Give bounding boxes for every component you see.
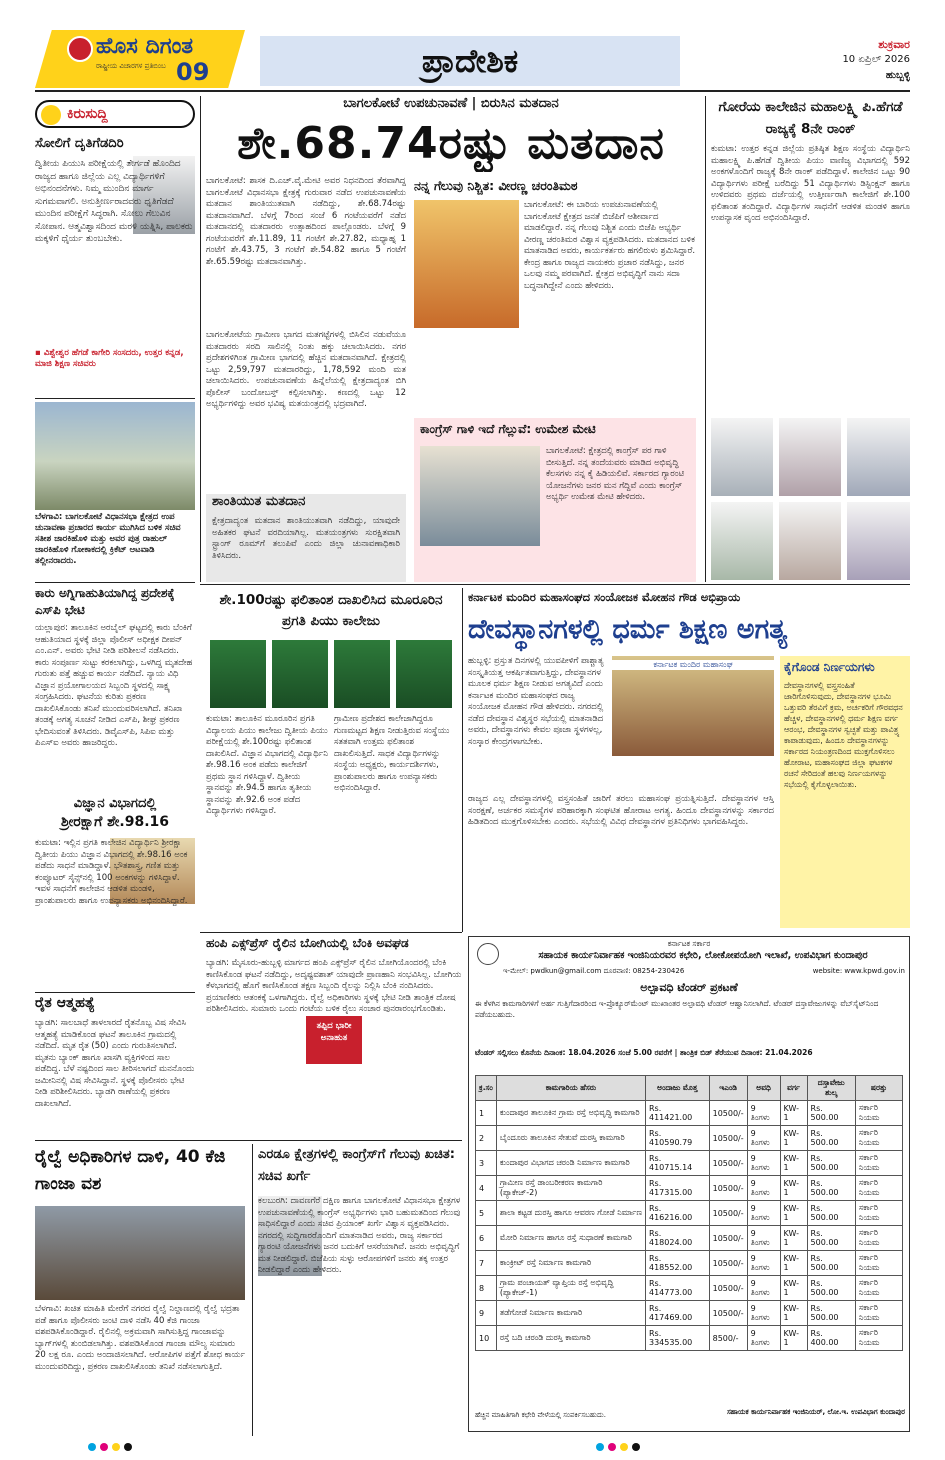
tender-col-header: ಷರತ್ತು [855,1076,902,1101]
tender-cell-fee: Rs. 500.00 [807,1226,855,1251]
issue-date: 10 ಏಪ್ರಿಲ್ 2026 [842,54,910,65]
railway-body: ಬೆಳಗಾವಿ: ಖಚಿತ ಮಾಹಿತಿ ಮೇರೆಗೆ ನಗರದ ರೈಲ್ವೆ ನಿಲ್ದಾಣದಲ್ಲಿ ರೈಲ್ವೆ ಭದ್ರತಾ ಪಡೆ ಹಾಗೂ ಪೊಲೀಸರು ಜಂಟಿ ದಾಳಿ ನಡೆಸಿ 40 ಕೆಜಿ ಗಾಂಜಾ ವಶಪಡಿಸಿಕೊಂಡಿದ್ದಾರೆ. ರೈಲಿನಲ್ಲಿ ಅಕ್ರಮವಾಗಿ ಸಾಗಿಸುತ್ತಿದ್ದ ಗಾಂಜಾವನ್ನು ಬ್ಯಾಗ್‌ಗಳಲ್ಲಿ ತುಂಬಿಡಲಾಗಿತ್ತು. ವಶಪಡಿಸಿಕೊಂಡ ಗಾಂಜಾ ಮೌಲ್ಯ ಸುಮಾರು 20 ಲಕ್ಷ ರೂ. ಎಂದು ಅಂದಾಜಿಸಲಾಗಿದೆ. ಆರೋಪಿಗಳ ಪತ್ತೆಗೆ ಶೋಧ ಕಾರ್ಯ ಮುಂದುವರಿದಿದ್ದು, ಪ್ರಕರಣ ದಾಖಲಿಸಿಕೊಂಡು ತನಿಖೆ ನಡೆಸಲಾಗುತ್ತಿದೆ. [35,1304,245,1372]
tender-cell-no: 6 [476,1226,497,1251]
student-photo-6 [847,502,910,580]
tender-col-header: ಅಂದಾಜು ಮೊತ್ತ [646,1076,710,1101]
tender-cell-work: ಬೈಂದೂರು ತಾಲೂಕಿನ ಸೇತುವೆ ದುರಸ್ತಿ ಕಾಮಗಾರಿ [496,1126,645,1151]
tender-intro: ಈ ಕೆಳಗಿನ ಕಾಮಗಾರಿಗಳಿಗೆ ಅರ್ಹ ಗುತ್ತಿಗೆದಾರರಿಂದ ಇ-ಪ್ರೊಕ್ಯೂರ್‌ಮೆಂಟ್ ಮುಖಾಂತರ ಅಲ್ಪಾವಧಿ ಟೆಂಡರ್ ಆಹ್ವಾನಿಸಲಾಗಿದೆ. ಟೆಂಡರ್ ದಸ್ತಾವೇಜುಗಳನ್ನು ವೆಬ್‌ಸೈಟ್‌ನಿಂದ ಪಡೆಯಬಹುದು. [475,999,879,1019]
tender-col-header: ಕಾಮಗಾರಿಯ ಹೆಸರು [496,1076,645,1101]
tender-cell-amount: Rs. 417469.00 [646,1301,710,1326]
college-rank-headline: ಗೋರೆಯ ಕಾಲೇಜಿನ ಮಹಾಲಕ್ಷ್ಮಿ ಪಿ.ಹೆಗಡೆ ರಾಜ್ಯಕ್ಕೆ 8ನೇ ರಾಂಕ್ [718,99,903,137]
student-photo-2 [779,418,841,496]
paper-logo-icon [67,36,93,62]
tender-cell-amount: Rs. 417315.00 [646,1176,710,1201]
sp-visit-body: ಯಲ್ಲಾಪುರ: ತಾಲೂಕಿನ ಅರಬೈಲ್ ಘಟ್ಟದಲ್ಲಿ ಕಾರು ಬೆಂಕಿಗೆ ಆಹುತಿಯಾದ ಸ್ಥಳಕ್ಕೆ ಜಿಲ್ಲಾ ಪೊಲೀಸ್ ಅಧೀಕ್ಷಕ ದೀಪನ್ ಎಂ.ಎನ್. ಅವರು ಭೇಟಿ ನೀಡಿ ಪರಿಶೀಲನೆ ನಡೆಸಿದರು. ಕಾರು ಸಂಪೂರ್ಣ ಸುಟ್ಟು ಕರಕಲಾಗಿದ್ದು, ಒಳಗಿದ್ದ ಮೃತದೇಹ ಗುರುತು ಪತ್ತೆ ಹಚ್ಚುವ ಕಾರ್ಯ ನಡೆದಿದೆ. ನ್ಯಾಯ ವಿಧಿ ವಿಜ್ಞಾನ ಪ್ರಯೋಗಾಲಯದ ಸಿಬ್ಬಂದಿ ಸ್ಥಳದಲ್ಲಿ ಸಾಕ್ಷ್ಯ ಸಂಗ್ರಹಿಸಿದರು. ಘಟನೆಯ ಕುರಿತು ಪ್ರಕರಣ ದಾಖಲಿಸಿಕೊಂಡು ತನಿಖೆ ಮುಂದುವರಿಸಲಾಗಿದೆ. ತನಿಖಾ ತಂಡಕ್ಕೆ ಅಗತ್ಯ ಸೂಚನೆ ನೀಡಿದ ಎಸ್‌ಪಿ, ಶೀಘ್ರ ಪ್ರಕರಣ ಭೇದಿಸುವಂತೆ ತಿಳಿಸಿದರು. ಡಿವೈಎಸ್‌ಪಿ, ಸಿಪಿಐ ಮತ್ತು ಪಿಎಸ್‌ಐ ಅವರು ಹಾಜರಿದ್ದರು. [35,623,193,748]
tender-cell-amount: Rs. 416216.00 [646,1201,710,1226]
tender-govt: ಕರ್ನಾಟಕ ಸರ್ಕಾರ [667,939,711,948]
reg-dot-cyan [88,1443,96,1451]
tender-cell-class: KW-1 [780,1326,807,1351]
tender-cell-fee: Rs. 500.00 [807,1101,855,1126]
tender-cell-cond: ಸರ್ಕಾರಿ ನಿಯಮ [855,1101,902,1126]
tender-cell-class: KW-1 [780,1176,807,1201]
tender-cell-no: 2 [476,1126,497,1151]
veeranna-body: ಬಾಗಲಕೋಟೆ: ಈ ಬಾರಿಯ ಉಪಚುನಾವಣೆಯಲ್ಲಿ ಬಾಗಲಕೋಟೆ ಕ್ಷೇತ್ರದ ಜನತೆ ಬಿಜೆಪಿಗೆ ಆಶೀರ್ವಾದ ಮಾಡಲಿದ್ದಾರೆ. ನನ್ನ ಗೆಲುವು ನಿಶ್ಚಿತ ಎಂದು ಬಿಜೆಪಿ ಅಭ್ಯರ್ಥಿ ವೀರಣ್ಣ ಚರಂತಿಮಠ ವಿಶ್ವಾಸ ವ್ಯಕ್ತಪಡಿಸಿದರು. ಮತದಾನದ ಬಳಿಕ ಮಾತನಾಡಿದ ಅವರು, ಕಾರ್ಯಕರ್ತರು ಹಗಲಿರುಳು ಶ್ರಮಿಸಿದ್ದಾರೆ. ಕೇಂದ್ರ ಹಾಗೂ ರಾಜ್ಯದ ನಾಯಕರು ಪ್ರಚಾರ ನಡೆಸಿದ್ದು, ಜನರ ಒಲವು ನಮ್ಮ ಪರವಾಗಿದೆ. ಕ್ಷೇತ್ರದ ಅಭಿವೃದ್ಧಿಗೆ ನಾನು ಸದಾ ಬದ್ಧನಾಗಿದ್ದೇನೆ ಎಂದು ಹೇಳಿದರು. [524,200,696,291]
masthead-divider [35,90,910,92]
hampi-body: ಬ್ಯಾಡಗಿ: ಮೈಸೂರು-ಹುಬ್ಬಳ್ಳಿ ಮಾರ್ಗದ ಹಂಪಿ ಎಕ್ಸ್‌ಪ್ರೆಸ್ ರೈಲಿನ ಬೋಗಿಯೊಂದರಲ್ಲಿ ಬೆಂಕಿ ಕಾಣಿಸಿಕೊಂಡ ಘಟನೆ ನಡೆದಿದ್ದು, ಅದೃಷ್ಟವಶಾತ್ ಯಾವುದೇ ಪ್ರಾಣಹಾನಿ ಸಂಭವಿಸಿಲ್ಲ. ಬೋಗಿಯ ಕೆಳಭಾಗದಲ್ಲಿ ಹೊಗೆ ಕಾಣಿಸಿಕೊಂಡ ತಕ್ಷಣ ಸಿಬ್ಬಂದಿ ರೈಲನ್ನು ನಿಲ್ಲಿಸಿ ಬೆಂಕಿ ನಂದಿಸಿದರು. ಪ್ರಯಾಣಿಕರು ಆತಂಕಕ್ಕೆ ಒಳಗಾಗಿದ್ದರು. ರೈಲ್ವೆ ಅಧಿಕಾರಿಗಳು ಸ್ಥಳಕ್ಕೆ ಭೇಟಿ ನೀಡಿ ತಾಂತ್ರಿಕ ದೋಷ ಪರಿಶೀಲಿಸಿದರು. ಸುಮಾರು ಒಂದು ಗಂಟೆಯ ಬಳಿಕ ರೈಲು ಸಂಚಾರ ಪುನರಾರಂಭಗೊಂಡಿತು. [206,958,462,1014]
pragati-photo-3 [334,640,390,708]
bagalkot-headline: ಶೇ.68.74ರಷ್ಟು ಮತದಾನ [237,118,665,169]
page-number: 09 [176,58,210,86]
tender-cell-fee: Rs. 500.00 [807,1276,855,1301]
tender-cell-emd: 10500/- [709,1276,747,1301]
tender-cell-class: KW-1 [780,1251,807,1276]
tender-office: ಸಹಾಯಕ ಕಾರ್ಯನಿರ್ವಾಹಕ ಇಂಜಿನಿಯರವರ ಕಛೇರಿ, ಲೋಕೋಪಯೋಗಿ ಇಲಾಖೆ, ಉಪವಿಭಾಗ ಕುಂದಾಪುರ [538,950,868,961]
tender-cell-no: 10 [476,1326,497,1351]
congress-headline: ಕಾಂಗ್ರೆಸ್ ಗಾಳಿ ಇದೆ ಗೆಲ್ಲುವೆ: ಉಮೇಶ ಮೇಟಿ [420,422,596,436]
tender-cell-emd: 10500/- [709,1201,747,1226]
tender-cell-fee: Rs. 500.00 [807,1201,855,1226]
tender-cell-emd: 10500/- [709,1176,747,1201]
tender-cell-class: KW-1 [780,1301,807,1326]
tender-cell-fee: Rs. 500.00 [807,1301,855,1326]
two-seats-body: ಕಲಬುರಗಿ: ದಾವಣಗೆರೆ ದಕ್ಷಿಣ ಹಾಗೂ ಬಾಗಲಕೋಟೆ ವಿಧಾನಸಭಾ ಕ್ಷೇತ್ರಗಳ ಉಪಚುನಾವಣೆಯಲ್ಲಿ ಕಾಂಗ್ರೆಸ್ ಅಭ್ಯರ್ಥಿಗಳು ಭಾರಿ ಬಹುಮತದಿಂದ ಗೆಲುವು ಸಾಧಿಸಲಿದ್ದಾರೆ ಎಂದು ಸಚಿವ ಪ್ರಿಯಾಂಕ್ ಖರ್ಗೆ ವಿಶ್ವಾಸ ವ್ಯಕ್ತಪಡಿಸಿದರು. ನಗರದಲ್ಲಿ ಸುದ್ದಿಗಾರರೊಂದಿಗೆ ಮಾತನಾಡಿದ ಅವರು, ರಾಜ್ಯ ಸರ್ಕಾರದ ಗ್ಯಾರಂಟಿ ಯೋಜನೆಗಳು ಜನರ ಬದುಕಿಗೆ ಆಸರೆಯಾಗಿವೆ. ಜನರು ಅಭಿವೃದ್ಧಿಗೆ ಮತ ನೀಡಲಿದ್ದಾರೆ. ಬಿಜೆಪಿಯ ಸುಳ್ಳು ಆರೋಪಗಳಿಗೆ ಜನರು ತಕ್ಕ ಉತ್ತರ ನೀಡಲಿದ್ದಾರೆ ಎಂದು ಹೇಳಿದರು. [258,1196,461,1275]
kirusuddi-block [35,96,195,396]
farmer-headline: ರೈತ ಆತ್ಮಹತ್ಯೆ [35,995,95,1011]
tender-cell-cond: ಸರ್ಕಾರಿ ನಿಯಮ [855,1326,902,1351]
tender-cell-class: KW-1 [780,1101,807,1126]
congress-photo [420,446,540,546]
tender-body [476,1101,903,1351]
tender-cell-no: 1 [476,1101,497,1126]
tender-cell-amount: Rs. 418552.00 [646,1251,710,1276]
lower-horizontal-rule [200,932,462,933]
tender-cell-period: 9 ತಿಂಗಳು [747,1151,780,1176]
pragati-photo-4 [396,640,452,708]
tender-cell-no: 4 [476,1176,497,1201]
temple-photo [612,656,774,756]
tender-notice [468,936,910,1432]
tender-cell-period: 9 ತಿಂಗಳು [747,1126,780,1151]
peace-voting-body: ಕ್ಷೇತ್ರದಾದ್ಯಂತ ಮತದಾನ ಶಾಂತಿಯುತವಾಗಿ ನಡೆದಿದ್ದು, ಯಾವುದೇ ಅಹಿತಕರ ಘಟನೆ ವರದಿಯಾಗಿಲ್ಲ. ಮತಯಂತ್ರಗಳು ಸುರಕ್ಷಿತವಾಗಿ ಸ್ಟ್ರಾಂಗ್ ರೂಮ್‌ಗೆ ತಲುಪಿವೆ ಎಂದು ಜಿಲ್ಲಾ ಚುನಾವಣಾಧಿಕಾರಿ ತಿಳಿಸಿದರು. [206,514,406,582]
tender-cell-period: 9 ತಿಂಗಳು [747,1101,780,1126]
tender-col-header: ಅವಧಿ [747,1076,780,1101]
tender-cell-cond: ಸರ್ಕಾರಿ ನಿಯಮ [855,1226,902,1251]
tender-cell-class: KW-1 [780,1226,807,1251]
tender-cell-period: 9 ತಿಂಗಳು [747,1301,780,1326]
tender-cell-no: 8 [476,1276,497,1301]
tender-cell-work: ಗ್ರಾಮೀಣ ರಸ್ತೆ ಡಾಂಬರೀಕರಣ ಕಾಮಗಾರಿ (ಪ್ಯಾಕೇಜ್-2) [496,1176,645,1201]
pragati-body-1: ಕುಮಟಾ: ತಾಲೂಕಿನ ಮೂರೂರಿನ ಪ್ರಗತಿ ವಿದ್ಯಾಲಯ ಪಿಯು ಕಾಲೇಜು ದ್ವಿತೀಯ ಪಿಯು ಪರೀಕ್ಷೆಯಲ್ಲಿ ಶೇ.100ರಷ್ಟು ಫಲಿತಾಂಶ ದಾಖಲಿಸಿದೆ. ವಿಜ್ಞಾನ ವಿಭಾಗದಲ್ಲಿ ವಿದ್ಯಾರ್ಥಿನಿ ಶೇ.98.16 ಅಂಕ ಪಡೆದು ಕಾಲೇಜಿಗೆ ಪ್ರಥಮ ಸ್ಥಾನ ಗಳಿಸಿದ್ದಾಳೆ. ದ್ವಿತೀಯ ಸ್ಥಾನವನ್ನು ಶೇ.94.5 ಹಾಗೂ ತೃತೀಯ ಸ್ಥಾನವನ್ನು ಶೇ.92.6 ಅಂಕ ಪಡೆದ ವಿದ್ಯಾರ್ಥಿಗಳು ಗಳಿಸಿದ್ದಾರೆ. [206,714,328,816]
tender-cell-no: 3 [476,1151,497,1176]
reg-dot-yellow-2 [620,1443,628,1451]
sp-visit-headline: ಕಾರು ಅಗ್ನಿಗಾಹುತಿಯಾಗಿದ್ದ ಪ್ರದೇಶಕ್ಕೆ ಎಸ್‌ಪಿ ಭೇಟಿ [35,586,175,617]
peace-voting-headline: ಶಾಂತಿಯುತ ಮತದಾನ [206,494,406,514]
bottom-horizontal-rule [35,1140,462,1141]
tender-cell-fee: Rs. 500.00 [807,1176,855,1201]
resolutions-box [780,656,910,928]
registration-marks [0,1440,945,1454]
tender-cell-emd: 10500/- [709,1226,747,1251]
bagalkot-body-2: ಬಾಗಲಕೋಟೆಯ ಗ್ರಾಮೀಣ ಭಾಗದ ಮತಗಟ್ಟೆಗಳಲ್ಲಿ ಬಿಸಿಲಿನ ನಡುವೆಯೂ ಮತದಾರರು ಸರದಿ ಸಾಲಿನಲ್ಲಿ ನಿಂತು ಹಕ್ಕು ಚಲಾಯಿಸಿದರು. ನಗರ ಪ್ರದೇಶಗಳಿಗಿಂತ ಗ್ರಾಮೀಣ ಭಾಗದಲ್ಲಿ ಹೆಚ್ಚಿನ ಮತದಾನವಾಗಿದೆ. ಕ್ಷೇತ್ರದಲ್ಲಿ ಒಟ್ಟು 2,59,797 ಮತದಾರರಿದ್ದು, 1,78,592 ಮಂದಿ ಮತ ಚಲಾಯಿಸಿದರು. ಉಪಚುನಾವಣೆಯ ಹಿನ್ನೆಲೆಯಲ್ಲಿ ಕ್ಷೇತ್ರದಾದ್ಯಂತ ಬಿಗಿ ಪೊಲೀಸ್ ಬಂದೋಬಸ್ತ್ ಕಲ್ಪಿಸಲಾಗಿತ್ತು. ಕಣದಲ್ಲಿ ಒಟ್ಟು 12 ಅಭ್ಯರ್ಥಿಗಳಿದ್ದು ಅವರ ಭವಿಷ್ಯ ಮತಯಂತ್ರದಲ್ಲಿ ಭದ್ರವಾಗಿದೆ. [206,330,406,409]
kirusuddi-label: ಕಿರುಸುದ್ದಿ [67,106,108,122]
college-rank-body: ಕುಮಟಾ: ಉತ್ತರ ಕನ್ನಡ ಜಿಲ್ಲೆಯ ಪ್ರತಿಷ್ಠಿತ ಶಿಕ್ಷಣ ಸಂಸ್ಥೆಯ ವಿದ್ಯಾರ್ಥಿನಿ ಮಹಾಲಕ್ಷ್ಮಿ ಪಿ.ಹೆಗಡೆ ದ್ವಿತೀಯ ಪಿಯು ವಾಣಿಜ್ಯ ವಿಭಾಗದಲ್ಲಿ 592 ಅಂಕಗಳೊಂದಿಗೆ ರಾಜ್ಯಕ್ಕೆ 8ನೇ ರಾಂಕ್ ಪಡೆದಿದ್ದಾಳೆ. ಕಾಲೇಜಿನ ಒಟ್ಟು 90 ವಿದ್ಯಾರ್ಥಿಗಳು ಪರೀಕ್ಷೆ ಬರೆದಿದ್ದು 51 ವಿದ್ಯಾರ್ಥಿಗಳು ಡಿಸ್ಟಿಂಕ್ಷನ್ ಹಾಗೂ ಉಳಿದವರು ಪ್ರಥಮ ದರ್ಜೆಯಲ್ಲಿ ಉತ್ತೀರ್ಣರಾಗಿ ಕಾಲೇಜಿಗೆ ಶೇ.100 ಫಲಿತಾಂಶ ತಂದಿದ್ದಾರೆ. ವಿದ್ಯಾರ್ಥಿಗಳ ಸಾಧನೆಗೆ ಆಡಳಿತ ಮಂಡಳಿ ಹಾಗೂ ಉಪನ್ಯಾಸಕ ವೃಂದ ಅಭಿನಂದಿಸಿದ್ದಾರೆ. [711,144,910,223]
tender-row [476,1126,903,1151]
tender-row [476,1101,903,1126]
bagalkot-body-1: ಬಾಗಲಕೋಟೆ: ಶಾಸಕ ದಿ.ಎಚ್.ವೈ.ಮೇಟಿ ಅವರ ನಿಧನದಿಂದ ತೆರವಾಗಿದ್ದ ಬಾಗಲಕೋಟೆ ವಿಧಾನಸಭಾ ಕ್ಷೇತ್ರಕ್ಕೆ ಗುರುವಾರ ನಡೆದ ಉಪಚುನಾವಣೆಯ ಮತದಾನ ಶಾಂತಿಯುತವಾಗಿ ನಡೆದಿದ್ದು, ಶೇ.68.74ರಷ್ಟು ಮತದಾನವಾಗಿದೆ. ಬೆಳಗ್ಗೆ 7ರಿಂದ ಸಂಜೆ 6 ಗಂಟೆಯವರೆಗೆ ನಡೆದ ಮತದಾನದಲ್ಲಿ ಮತದಾರರು ಉತ್ಸಾಹದಿಂದ ಪಾಲ್ಗೊಂಡರು. ಬೆಳಗ್ಗೆ 9 ಗಂಟೆಯವರೆಗೆ ಶೇ.11.89, 11 ಗಂಟೆಗೆ ಶೇ.27.82, ಮಧ್ಯಾಹ್ನ 1 ಗಂಟೆಗೆ ಶೇ.43.75, 3 ಗಂಟೆಗೆ ಶೇ.54.82 ಹಾಗೂ 5 ಗಂಟೆಗೆ ಶೇ.65.59ರಷ್ಟು ಮತದಾನವಾಗಿತ್ತು. [206,176,406,267]
tender-cell-fee: Rs. 400.00 [807,1326,855,1351]
pragati-photo-2 [272,640,328,708]
tender-cell-work: ಮೋರಿ ನಿರ್ಮಾಣ ಹಾಗೂ ರಸ್ತೆ ಸುಧಾರಣೆ ಕಾಮಗಾರಿ [496,1226,645,1251]
tender-cell-emd: 8500/- [709,1326,747,1351]
farmer-body: ಬ್ಯಾಡಗಿ: ಸಾಲಬಾಧೆ ತಾಳಲಾರದೆ ರೈತನೊಬ್ಬ ವಿಷ ಸೇವಿಸಿ ಆತ್ಮಹತ್ಯೆ ಮಾಡಿಕೊಂಡ ಘಟನೆ ತಾಲೂಕಿನ ಗ್ರಾಮದಲ್ಲಿ ನಡೆದಿದೆ. ಮೃತ ರೈತ (50) ಎಂದು ಗುರುತಿಸಲಾಗಿದೆ. ಮೃತನು ಬ್ಯಾಂಕ್ ಹಾಗೂ ಖಾಸಗಿ ವ್ಯಕ್ತಿಗಳಿಂದ ಸಾಲ ಪಡೆದಿದ್ದ. ಬೆಳೆ ನಷ್ಟದಿಂದ ಸಾಲ ತೀರಿಸಲಾಗದೆ ಮನನೊಂದು ಜಮೀನಿನಲ್ಲಿ ವಿಷ ಸೇವಿಸಿದ್ದಾನೆ. ಸ್ಥಳಕ್ಕೆ ಪೊಲೀಸರು ಭೇಟಿ ನೀಡಿ ಪರಿಶೀಲಿಸಿದರು. ಬ್ಯಾಡಗಿ ಠಾಣೆಯಲ್ಲಿ ಪ್ರಕರಣ ದಾಖಲಾಗಿದೆ. [35,1018,195,1109]
tender-cell-amount: Rs. 410715.14 [646,1151,710,1176]
govt-emblem-icon [477,943,499,965]
pragati-photo-1 [210,640,266,708]
kirusuddi-body: ದ್ವಿತೀಯ ಪಿಯುಸಿ ಪರೀಕ್ಷೆಯಲ್ಲಿ ತೇರ್ಗಡೆ ಹೊಂದಿದ ರಾಜ್ಯದ ಹಾಗೂ ಜಿಲ್ಲೆಯ ಎಲ್ಲ ವಿದ್ಯಾರ್ಥಿಗಳಿಗೆ ಅಭಿನಂದನೆಗಳು. ನಿಮ್ಮ ಮುಂದಿನ ಮಾರ್ಗ ಸುಗಮವಾಗಲಿ. ಅನುತ್ತೀರ್ಣರಾದವರು ಧೃತಿಗೆಡದೆ ಮುಂದಿನ ಪರೀಕ್ಷೆಗೆ ಸಿದ್ಧರಾಗಿ. ಸೋಲು ಗೆಲುವಿನ ಸೋಪಾನ. ಆತ್ಮವಿಶ್ವಾಸದಿಂದ ಮರಳಿ ಯತ್ನಿಸಿ, ಪಾಲಕರು ಮಕ್ಕಳಿಗೆ ಧೈರ್ಯ ತುಂಬಬೇಕು. [35,159,193,244]
tender-cell-work: ರಸ್ತೆ ಬದಿ ಚರಂಡಿ ದುರಸ್ತಿ ಕಾಮಗಾರಿ [496,1326,645,1351]
two-seats-headline: ಎರಡೂ ಕ್ಷೇತ್ರಗಳಲ್ಲಿ ಕಾಂಗ್ರೆಸ್‌ಗೆ ಗೆಲುವು ಖಚಿತ: ಸಚಿವ ಖರ್ಗೆ [258,1147,455,1184]
reg-dot-magenta-2 [608,1443,616,1451]
tender-cell-cond: ಸರ್ಕಾರಿ ನಿಯಮ [855,1301,902,1326]
tender-cell-class: KW-1 [780,1276,807,1301]
cricket-photo [35,402,195,510]
tender-cell-fee: Rs. 500.00 [807,1251,855,1276]
student-photo-4 [711,502,773,580]
tender-cell-class: KW-1 [780,1126,807,1151]
tender-cell-period: 9 ತಿಂಗಳು [747,1201,780,1226]
tender-cell-no: 7 [476,1251,497,1276]
tender-cell-no: 5 [476,1201,497,1226]
edition-city: ಹುಬ್ಬಳ್ಳಿ [885,70,910,81]
temple-photo-banner: ಕರ್ನಾಟಕ ಮಂದಿರ ಮಹಾಸಂಘ [612,660,774,670]
tender-cell-period: 9 ತಿಂಗಳು [747,1276,780,1301]
tender-footer: ಹೆಚ್ಚಿನ ಮಾಹಿತಿಗಾಗಿ ಕಛೇರಿ ವೇಳೆಯಲ್ಲಿ ಸಂಪರ್ಕಿಸಬಹುದು. [475,1411,606,1419]
section-title: ಪ್ರಾದೇಶಿಕ [260,36,680,86]
tender-title: ಅಲ್ಪಾವಧಿ ಟೆಂಡರ್ ಪ್ರಕಟಣೆ [640,981,738,994]
bagalkot-kicker: ಬಾಗಲಕೋಟೆ ಉಪಚುನಾವಣೆ | ಬಿರುಸಿನ ಮತದಾನ [343,96,559,111]
resolutions-body: ದೇವಸ್ಥಾನಗಳಲ್ಲಿ ವಸ್ತ್ರಸಂಹಿತೆ ಜಾರಿಗೊಳಿಸುವುದು, ದೇವಸ್ಥಾನಗಳ ಭೂಮಿ ಒತ್ತುವರಿ ತೆರವಿಗೆ ಕ್ರಮ, ಅರ್ಚಕರಿಗೆ ಗೌರವಧನ ಹೆಚ್ಚಳ, ದೇವಸ್ಥಾನಗಳಲ್ಲಿ ಧರ್ಮ ಶಿಕ್ಷಣ ವರ್ಗ ಆರಂಭ, ದೇವಸ್ಥಾನಗಳ ಸ್ವಚ್ಛತೆ ಮತ್ತು ಪಾವಿತ್ರ್ಯ ಕಾಪಾಡುವುದು, ಹಿಂದೂ ದೇವಸ್ಥಾನಗಳನ್ನು ಸರ್ಕಾರದ ನಿಯಂತ್ರಣದಿಂದ ಮುಕ್ತಗೊಳಿಸಲು ಹೋರಾಟ, ಮಹಾಸಂಘದ ಜಿಲ್ಲಾ ಘಟಕಗಳ ರಚನೆ ಸೇರಿದಂತೆ ಹಲವು ನಿರ್ಣಯಗಳನ್ನು ಸಭೆಯಲ್ಲಿ ಕೈಗೊಳ್ಳಲಾಯಿತು. [784,681,903,789]
tender-cell-work: ಕಾಂಕ್ರೀಟ್ ರಸ್ತೆ ನಿರ್ಮಾಣ ಕಾಮಗಾರಿ [496,1251,645,1276]
tender-cell-cond: ಸರ್ಕಾರಿ ನಿಯಮ [855,1151,902,1176]
masthead [0,0,945,92]
tender-cell-cond: ಸರ್ಕಾರಿ ನಿಯಮ [855,1251,902,1276]
tender-cell-amount: Rs. 411421.00 [646,1101,710,1126]
science-headline-1: ವಿಜ್ಞಾನ ವಿಭಾಗದಲ್ಲಿ [73,796,157,811]
congress-body: ಬಾಗಲಕೋಟೆ: ಕ್ಷೇತ್ರದಲ್ಲಿ ಕಾಂಗ್ರೆಸ್ ಪರ ಗಾಳಿ ಬೀಸುತ್ತಿದೆ. ನನ್ನ ತಂದೆಯವರು ಮಾಡಿದ ಅಭಿವೃದ್ಧಿ ಕೆಲಸಗಳು ನನ್ನ ಕೈ ಹಿಡಿಯಲಿವೆ. ಸರ್ಕಾರದ ಗ್ಯಾರಂಟಿ ಯೋಜನೆಗಳು ಜನರ ಮನ ಗೆದ್ದಿವೆ ಎಂದು ಕಾಂಗ್ರೆಸ್ ಅಭ್ಯರ್ಥಿ ಉಮೇಶ ಮೇಟಿ ಹೇಳಿದರು. [546,446,685,502]
tender-cell-work: ಕುಂದಾಪುರ ತಾಲೂಕಿನ ಗ್ರಾಮ ರಸ್ತೆ ಅಭಿವೃದ್ಧಿ ಕಾಮಗಾರಿ [496,1101,645,1126]
pragati-body-2: ಗ್ರಾಮೀಣ ಪ್ರದೇಶದ ಕಾಲೇಜಾಗಿದ್ದರೂ ಗುಣಮಟ್ಟದ ಶಿಕ್ಷಣ ನೀಡುತ್ತಿರುವ ಸಂಸ್ಥೆಯು ಸತತವಾಗಿ ಉತ್ತಮ ಫಲಿತಾಂಶ ದಾಖಲಿಸುತ್ತಿದೆ. ಸಾಧಕ ವಿದ್ಯಾರ್ಥಿಗಳನ್ನು ಸಂಸ್ಥೆಯ ಅಧ್ಯಕ್ಷರು, ಕಾರ್ಯದರ್ಶಿಗಳು, ಪ್ರಾಂಶುಪಾಲರು ಹಾಗೂ ಉಪನ್ಯಾಸಕರು ಅಭಿನಂದಿಸಿದ್ದಾರೆ. [334,714,450,793]
tender-cell-amount: Rs. 334535.00 [646,1326,710,1351]
left-divider-3 [35,992,195,993]
congress-box [414,418,696,582]
tender-cell-emd: 10500/- [709,1126,747,1151]
tender-col-header: ದಸ್ತಾವೇಜು ಶುಲ್ಕ [807,1076,855,1101]
tender-row [476,1301,903,1326]
temple-divider [462,588,463,932]
tender-cell-no: 9 [476,1301,497,1326]
cricket-caption: ಬೆಳಗಾವಿ: ಬಾಗಲಕೋಟೆ ವಿಧಾನಸಭಾ ಕ್ಷೇತ್ರದ ಉಪ ಚುನಾವಣಾ ಪ್ರಚಾರದ ಕಾರ್ಯ ಮುಗಿಸಿದ ಬಳಿಕ ಸಚಿವ ಸತೀಶ ಜಾರಕಿಹೊಳಿ ಮತ್ತು ಅವರ ಪುತ್ರ ರಾಹುಲ್ ಜಾರಕಿಹೊಳಿ ಗೋಕಾಕದಲ್ಲಿ ಕ್ರಿಕೆಟ್ ಆಟವಾಡಿ ತಲ್ಲೀನರಾದರು. [35,512,181,566]
tender-website: website: www.kpwd.gov.in [812,967,905,975]
tender-cell-fee: Rs. 500.00 [807,1151,855,1176]
col-divider-left [200,96,201,582]
tender-cell-emd: 10500/- [709,1301,747,1326]
tender-cell-fee: Rs. 500.00 [807,1126,855,1151]
tender-dates: ಟೆಂಡರ್ ಸಲ್ಲಿಸಲು ಕೊನೆಯ ದಿನಾಂಕ: 18.04.2026 ಸಂಜೆ 5.00 ರವರೆಗೆ | ತಾಂತ್ರಿಕ ಬಿಡ್ ತೆರೆಯುವ ದಿನಾಂಕ: 21.04.2026 [475,1048,813,1057]
tender-cell-amount: Rs. 414773.00 [646,1276,710,1301]
tender-table-wrap [475,1075,903,1405]
tender-cell-work: ತಡೆಗೋಡೆ ನಿರ್ಮಾಣ ಕಾಮಗಾರಿ [496,1301,645,1326]
hampi-badge: ತಪ್ಪಿದ ಭಾರೀ ಅನಾಹುತ [306,1016,362,1064]
tender-header-row [476,1076,903,1101]
reg-dot-black-2 [632,1443,640,1451]
tender-cell-emd: 10500/- [709,1151,747,1176]
tender-cell-amount: Rs. 410590.79 [646,1126,710,1151]
issue-day: ಶುಕ್ರವಾರ [878,38,910,51]
tender-signature: ಸಹಾಯಕ ಕಾರ್ಯನಿರ್ವಾಹಕ ಇಂಜಿನಿಯರ್, ಲೋ.ಇ. ಉಪವಿಭಾಗ ಕುಂದಾಪುರ [726,1408,905,1416]
temple-body-1: ಹುಬ್ಬಳ್ಳಿ: ಪ್ರಸ್ತುತ ದಿನಗಳಲ್ಲಿ ಯುವಪೀಳಿಗೆ ಪಾಶ್ಚಾತ್ಯ ಸಂಸ್ಕೃತಿಯತ್ತ ಆಕರ್ಷಿತವಾಗುತ್ತಿದ್ದು, ದೇವಸ್ಥಾನಗಳ ಮೂಲಕ ಧರ್ಮ ಶಿಕ್ಷಣ ನೀಡುವ ಅಗತ್ಯವಿದೆ ಎಂದು ಕರ್ನಾಟಕ ಮಂದಿರ ಮಹಾಸಂಘದ ರಾಜ್ಯ ಸಂಯೋಜಕ ಮೋಹನ ಗೌಡ ಹೇಳಿದರು. ನಗರದಲ್ಲಿ ನಡೆದ ದೇವಸ್ಥಾನ ವಿಶ್ವಸ್ಥರ ಸಭೆಯಲ್ಲಿ ಮಾತನಾಡಿದ ಅವರು, ದೇವಸ್ಥಾನಗಳು ಕೇವಲ ಪೂಜಾ ಸ್ಥಳಗಳಲ್ಲ, ಸಂಸ್ಕಾರ ಕೇಂದ್ರಗಳಾಗಬೇಕು. [468,656,604,747]
tender-cell-emd: 10500/- [709,1101,747,1126]
temple-kicker: ಕರ್ನಾಟಕ ಮಂದಿರ ಮಹಾಸಂಘದ ಸಂಯೋಜಕ ಮೋಹನ ಗೌಡ ಅಭಿಪ್ರಾಯ [468,590,741,604]
pragati-headline: ಶೇ.100ರಷ್ಟು ಫಲಿತಾಂಶ ದಾಖಲಿಸಿದ ಮೂರೂರಿನ ಪ್ರಗತಿ ಪಿಯು ಕಾಲೇಜು [219,592,443,629]
tender-cell-emd: 10500/- [709,1251,747,1276]
railway-photo [35,1206,245,1300]
reg-dot-black [124,1443,132,1451]
tender-cell-period: 9 ತಿಂಗಳು [747,1176,780,1201]
kirusuddi-label-bar [35,100,195,128]
tender-row [476,1151,903,1176]
col-divider-right [705,96,706,582]
student-photo-1 [711,418,773,496]
tender-cell-cond: ಸರ್ಕಾರಿ ನಿಯಮ [855,1201,902,1226]
tender-table [475,1075,903,1351]
reg-dot-yellow [112,1443,120,1451]
paper-name: ಹೊಸ ದಿಗಂತ [96,34,194,59]
tender-cell-period: 9 ತಿಂಗಳು [747,1226,780,1251]
left-divider-1 [35,398,195,399]
tender-cell-class: KW-1 [780,1201,807,1226]
paper-tagline: ರಾಷ್ಟ್ರೀಯ ವಿಚಾರಗಳ ಪ್ರತಿಬಿಂಬ [96,62,166,70]
temple-headline: ದೇವಸ್ಥಾನಗಳಲ್ಲಿ ಧರ್ಮ ಶಿಕ್ಷಣ ಅಗತ್ಯ [468,614,788,645]
left-divider-2 [35,582,195,583]
resolutions-headline: ಕೈಗೊಂಡ ನಿರ್ಣಯಗಳು [784,660,875,674]
tender-row [476,1251,903,1276]
science-body: ಕುಮಟಾ: ಇಲ್ಲಿನ ಪ್ರಗತಿ ಕಾಲೇಜಿನ ವಿದ್ಯಾರ್ಥಿನಿ ಶ್ರೀರಕ್ಷಾ ದ್ವಿತೀಯ ಪಿಯು ವಿಜ್ಞಾನ ವಿಭಾಗದಲ್ಲಿ ಶೇ.98.16 ಅಂಕ ಪಡೆದು ಸಾಧನೆ ಮಾಡಿದ್ದಾಳೆ. ಭೌತಶಾಸ್ತ್ರ, ಗಣಿತ ಮತ್ತು ಕಂಪ್ಯೂಟರ್ ಸೈನ್ಸ್‌ನಲ್ಲಿ 100 ಅಂಕಗಳನ್ನು ಗಳಿಸಿದ್ದಾಳೆ. ಇವಳ ಸಾಧನೆಗೆ ಕಾಲೇಜಿನ ಆಡಳಿತ ಮಂಡಳಿ, ಪ್ರಾಂಶುಪಾಲರು ಹಾಗೂ ಉಪನ್ಯಾಸಕರು ಅಭಿನಂದಿಸಿದ್ದಾರೆ. [35,838,188,906]
tender-row [476,1226,903,1251]
science-headline-2: ಶ್ರೀರಕ್ಷಾಗೆ ಶೇ.98.16 [60,814,169,830]
tender-row [476,1201,903,1226]
tender-cell-cond: ಸರ್ಕಾರಿ ನಿಯಮ [855,1276,902,1301]
two-seats-divider [252,1144,253,1436]
kirusuddi-byline: ▪ ವಿಶ್ವೇಶ್ವರ ಹೆಗಡೆ ಕಾಗೇರಿ ಸಂಸದರು, ಉತ್ತರ ಕನ್ನಡ, ಮಾಜಿ ಶಿಕ್ಷಣ ಸಚಿವರು [35,348,184,369]
kirusuddi-headline: ಸೋಲಿಗೆ ದೃತಿಗೆಡದಿರಿ [35,136,124,151]
railway-headline: ರೈಲ್ವೆ ಅಧಿಕಾರಿಗಳ ದಾಳಿ, 40 ಕೆಜಿ ಗಾಂಜಾ ವಶ [35,1147,226,1194]
tender-cell-work: ಶಾಲಾ ಕಟ್ಟಡ ದುರಸ್ತಿ ಹಾಗೂ ಆವರಣ ಗೋಡೆ ನಿರ್ಮಾಣ [496,1201,645,1226]
reg-dot-magenta [100,1443,108,1451]
tender-col-header: ಕ್ರ.ಸಂ [476,1076,497,1101]
tender-row [476,1326,903,1351]
student-photo-3 [847,418,910,496]
tender-cell-cond: ಸರ್ಕಾರಿ ನಿಯಮ [855,1176,902,1201]
tender-cell-amount: Rs. 418024.00 [646,1226,710,1251]
tender-cell-cond: ಸರ್ಕಾರಿ ನಿಯಮ [855,1126,902,1151]
tender-cell-work: ಗ್ರಾಮ ಪಂಚಾಯತ್ ವ್ಯಾಪ್ತಿಯ ರಸ್ತೆ ಅಭಿವೃದ್ಧಿ (ಪ್ಯಾಕೇಜ್-1) [496,1276,645,1301]
veeranna-headline: ನನ್ನ ಗೆಲುವು ನಿಶ್ಚಿತ: ವೀರಣ್ಣ ಚರಂತಿಮಠ [414,178,578,193]
tender-row [476,1176,903,1201]
tender-row [476,1276,903,1301]
mid-horizontal-rule [200,584,910,585]
tender-contact: ಇ-ಮೇಲ್: pwdkun@gmail.com ದೂರವಾಣಿ: 08254-230426 [503,967,685,975]
tender-col-header: ಇಎಂಡಿ [709,1076,747,1101]
hampi-headline: ಹಂಪಿ ಎಕ್ಸ್‌ಪ್ರೆಸ್ ರೈಲಿನ ಬೋಗಿಯಲ್ಲಿ ಬೆಂಕಿ ಅವಘಡ [206,936,409,950]
veeranna-photo [414,200,519,328]
reg-dot-cyan-2 [596,1443,604,1451]
temple-body-2: ರಾಜ್ಯದ ಎಲ್ಲ ದೇವಸ್ಥಾನಗಳಲ್ಲಿ ವಸ್ತ್ರಸಂಹಿತೆ ಜಾರಿಗೆ ತರಲು ಮಹಾಸಂಘ ಪ್ರಯತ್ನಿಸುತ್ತಿದೆ. ದೇವಸ್ಥಾನಗಳ ಆಸ್ತಿ ಸಂರಕ್ಷಣೆ, ಅರ್ಚಕರ ಸಮಸ್ಯೆಗಳ ಪರಿಹಾರಕ್ಕಾಗಿ ಸಂಘಟಿತ ಹೋರಾಟ ಅಗತ್ಯ. ಹಿಂದೂ ದೇವಸ್ಥಾನಗಳನ್ನು ಸರ್ಕಾರದ ಹಿಡಿತದಿಂದ ಮುಕ್ತಗೊಳಿಸಬೇಕು ಎಂದರು. ಸಭೆಯಲ್ಲಿ ವಿವಿಧ ದೇವಸ್ಥಾನಗಳ ಪ್ರತಿನಿಧಿಗಳು ಭಾಗವಹಿಸಿದ್ದರು. [468,794,774,827]
tender-cell-class: KW-1 [780,1151,807,1176]
tender-cell-period: 9 ತಿಂಗಳು [747,1326,780,1351]
hand-icon [41,105,61,125]
student-photo-5 [779,502,841,580]
tender-col-header: ವರ್ಗ [780,1076,807,1101]
tender-cell-period: 9 ತಿಂಗಳು [747,1251,780,1276]
tender-cell-work: ಕುಂದಾಪುರ ವಿಭಾಗದ ಚರಂಡಿ ನಿರ್ಮಾಣ ಕಾಮಗಾರಿ [496,1151,645,1176]
